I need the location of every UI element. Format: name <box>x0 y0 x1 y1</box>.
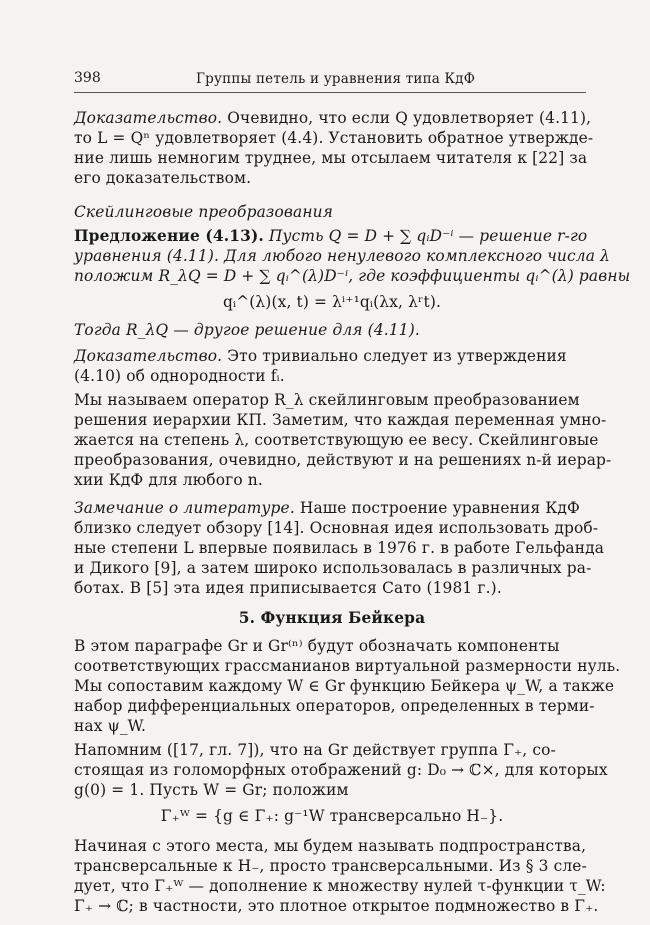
scaling-para-line-1: Мы называем оператор R_λ скейлинговым преобразованием <box>74 391 580 409</box>
gr-para-line-4: набор дифференциальных операторов, определенных в терми- <box>74 697 595 715</box>
proposition-line-3: положим R_λQ = D + ∑ qᵢ^(λ)D⁻ⁱ, где коэффициенты qᵢ^(λ) равны <box>74 267 631 285</box>
proof1-line-3: ние лишь немногим труднее, мы отсылаем читателя к [22] за <box>74 149 588 167</box>
last-para-line-4: Γ₊ → ℂ; в частности, это плотное открытое подмножество в Γ₊. <box>74 897 599 915</box>
proposition-line-4: Тогда R_λQ — другое решение для (4.11). <box>74 321 420 339</box>
gamma-para-line-1: Напомним ([17, гл. 7]), что на Gr действует группа Γ₊, со- <box>74 741 556 759</box>
remark-label: Замечание о литературе. <box>74 499 295 517</box>
proposition-formula: qᵢ^(λ)(x, t) = λⁱ⁺¹qᵢ(λx, λʳt). <box>222 293 442 311</box>
remark-line-4: и Дикого [9], а затем широко использовалась в различных ра- <box>74 559 592 577</box>
gr-para-line-1: В этом параграфе Gr и Gr⁽ⁿ⁾ будут обозначать компоненты <box>74 637 560 655</box>
page-number: 398 <box>74 70 101 86</box>
section-5-heading: 5. Функция Бейкера <box>238 609 426 627</box>
proposition-label: Предложение (4.13). <box>74 227 264 245</box>
proof2-line-1: Доказательство. Это тривиально следует из утверждения <box>74 347 567 365</box>
header-rule <box>74 92 586 93</box>
gr-para-line-3: Мы сопоставим каждому W ∈ Gr функцию Бейкера ψ_W, а также <box>74 677 615 695</box>
remark-line-5: ботах. В [5] эта идея приписывается Сато (1981 г.). <box>74 579 502 597</box>
last-para-line-1: Начиная с этого места, мы будем называть подпространства, <box>74 837 587 855</box>
remark-line-1: Замечание о литературе. Наше построение уравнения КдФ <box>74 499 580 517</box>
scaling-para-line-4: преобразования, очевидно, действуют и на решениях n-й иерар- <box>74 451 612 469</box>
gr-para-line-5: нах ψ_W. <box>74 717 146 735</box>
proof2-line-2: (4.10) об однородности fᵢ. <box>74 367 285 385</box>
proof-label: Доказательство. <box>74 109 223 127</box>
gr-para-line-2: соответствующих грассманианов виртуальной размерности нуль. <box>74 657 621 675</box>
proposition-line-2: уравнения (4.11). Для любого ненулевого комплексного числа λ <box>74 247 610 265</box>
running-title: Группы петель и уравнения типа КдФ <box>196 71 476 87</box>
proof1-line-4: его доказательством. <box>74 169 252 187</box>
last-para-line-3: дует, что Γ₊ᵂ — дополнение к множеству нулей τ-функции τ_W: <box>74 877 606 895</box>
remark-line-3: ные степени L впервые появилась в 1976 г. в работе Гельфанда <box>74 539 605 557</box>
scaling-para-line-3: жается на степень λ, соответствующую ее весу. Скейлинговые <box>74 431 599 449</box>
proof-label: Доказательство. <box>74 347 223 365</box>
proposition-line-1: Предложение (4.13). Пусть Q = D + ∑ qᵢD⁻ⁱ — решение r-го <box>74 227 588 245</box>
gamma-para-line-3: g(0) = 1. Пусть W = Gr; положим <box>74 781 349 799</box>
gamma-para-line-2: стоящая из голоморфных отображений g: D₀ → ℂ×, для которых <box>74 761 608 779</box>
subsection-title: Скейлинговые преобразования <box>74 203 334 221</box>
gamma-formula: Γ₊ᵂ = {g ∈ Γ₊: g⁻¹W трансверсально H₋}. <box>160 807 504 825</box>
scaling-para-line-2: решения иерархии КП. Заметим, что каждая переменная умно- <box>74 411 607 429</box>
scaling-para-line-5: хии КдФ для любого n. <box>74 471 263 489</box>
last-para-line-2: трансверсальные к H₋, просто трансверсальными. Из § 3 сле- <box>74 857 587 875</box>
proof1-line-2: то L = Qⁿ удовлетворяет (4.4). Установить обратное утвержде- <box>74 129 594 147</box>
running-header <box>74 70 589 92</box>
remark-line-2: близко следует обзору [14]. Основная идея использовать дроб- <box>74 519 599 537</box>
proof1-line-1: Доказательство. Очевидно, что если Q удовлетворяет (4.11), <box>74 109 592 127</box>
